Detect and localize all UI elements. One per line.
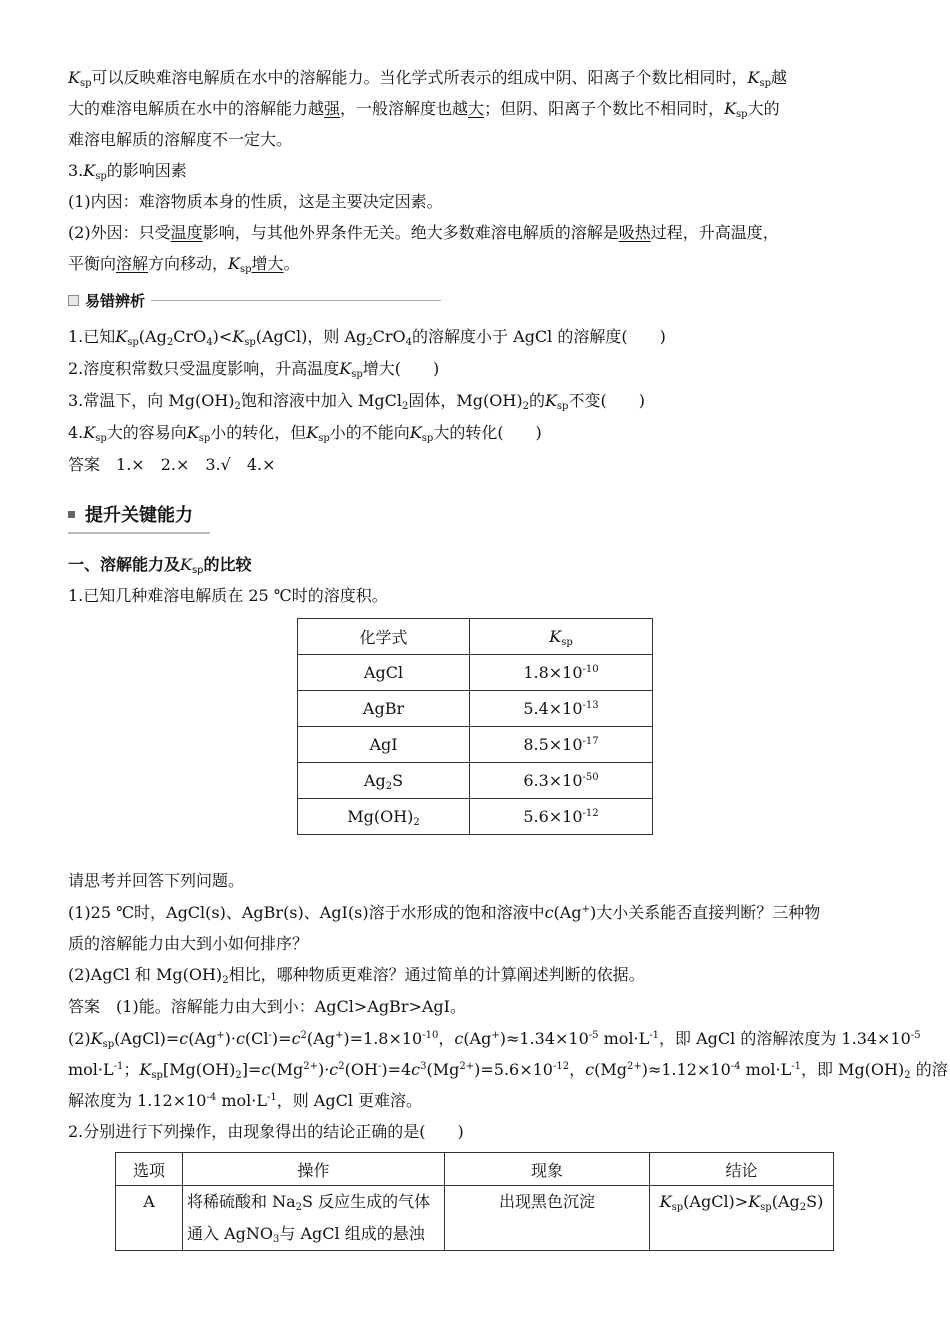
section-title: 提升关键能力: [85, 505, 193, 526]
k-symbol: K: [83, 161, 96, 180]
ksp-mantissa: 5.6×10: [523, 807, 583, 826]
factors-outer-b: 影响，与其他外界条件无关。绝大多数难溶电解质的溶解是: [202, 223, 619, 242]
underline-dissolve: 溶解: [116, 254, 149, 273]
q4-text: 小的不能向: [329, 423, 410, 442]
k-sub: sp: [561, 637, 573, 648]
k-sub: sp: [79, 78, 92, 89]
ksp-mantissa: 1.8×10: [523, 663, 583, 682]
q-text: (Ag: [553, 903, 582, 922]
k-sub: sp: [671, 1202, 684, 1213]
ksp-value-cell: [470, 763, 653, 799]
ksp-value-cell: [470, 727, 653, 763]
k-symbol: K: [232, 327, 245, 346]
answer-label: 答案: [68, 997, 101, 1016]
formula-sub: 2: [385, 781, 393, 792]
subsection-title-end: 的比较: [203, 555, 252, 574]
error-question-3: [68, 385, 883, 417]
k-sub: sp: [244, 337, 256, 348]
k-symbol: K: [186, 423, 199, 442]
header-phenomenon: 现象: [445, 1153, 650, 1186]
square-bullet-icon: [68, 511, 75, 518]
q3-text: 不变( ): [568, 391, 645, 410]
concl-text: (AgCl)>: [683, 1192, 749, 1211]
formula-sub: 2: [413, 817, 420, 828]
sub-2: 2: [522, 401, 529, 412]
k-sub: sp: [556, 401, 569, 412]
sub-2: 2: [166, 337, 174, 348]
k-symbol: K: [306, 423, 319, 442]
conclusion-a: [650, 1186, 834, 1251]
section-underline: [68, 532, 210, 534]
intro-underline-big: 大: [468, 99, 485, 118]
k-symbol: K: [659, 1192, 672, 1211]
ksp-exponent: -13: [582, 700, 599, 711]
k-sub: sp: [760, 1202, 772, 1213]
q2-text: 2.溶度积常数只受温度影响，升高温度: [68, 359, 340, 378]
k-symbol: K: [180, 555, 192, 574]
q4-text: 大的转化( ): [433, 423, 542, 442]
error-analysis-heading: [68, 285, 883, 315]
k-sub: sp: [318, 433, 330, 444]
intro-line1-end: 越: [771, 68, 788, 87]
underline-endothermic: 吸热: [618, 223, 651, 242]
q4-text: 大的容易向: [106, 423, 187, 442]
table-row: [116, 1186, 834, 1251]
operation-a: [183, 1186, 445, 1251]
factors-outer2-a: 平衡向: [68, 254, 117, 273]
k-sub: sp: [759, 78, 772, 89]
question-1-1: [68, 897, 883, 959]
think-prompt: 请思考并回答下列问题。: [68, 871, 245, 890]
sup-plus: +: [581, 904, 590, 915]
intro-line2a: 大的难溶电解质在水中的溶解能力越: [68, 99, 325, 118]
k-symbol: K: [549, 627, 562, 646]
k-sub: sp: [240, 264, 252, 275]
factors-outer-a: (2)外因：只受: [68, 223, 171, 242]
ksp-exponent: -12: [582, 808, 599, 819]
k-sub: sp: [421, 433, 434, 444]
factors-outer2-c: 。: [283, 254, 300, 273]
q1-text: 的溶解度小于 AgCl 的溶解度( ): [412, 327, 666, 346]
header-operation: 操作: [183, 1153, 445, 1186]
table-header-ksp: [470, 619, 653, 655]
k-sub: sp: [95, 171, 107, 182]
k-sub: sp: [95, 433, 107, 444]
table-header-row: [116, 1153, 834, 1186]
factors-title: 的影响因素: [106, 161, 187, 180]
op-text: S 反应生成的气体: [302, 1192, 431, 1211]
ksp-table: [297, 618, 653, 835]
answer-text: (1)能。溶解能力由大到小：AgCl>AgBr>AgI。: [116, 997, 466, 1016]
k-sub: sp: [191, 565, 204, 576]
error-answers: [68, 449, 883, 481]
sub-4: 4: [206, 337, 213, 348]
ksp-value-cell: [470, 799, 653, 835]
ksp-mantissa: 6.3×10: [523, 771, 583, 790]
phenomenon-a: 出现黑色沉淀: [445, 1186, 650, 1251]
sub-2: 2: [366, 337, 373, 348]
answer-1: [68, 991, 883, 1023]
sub-3: 3: [273, 1234, 280, 1245]
formula-tail: S: [392, 771, 404, 790]
q1-text: CrO: [173, 327, 207, 346]
heading-divider: [151, 300, 441, 301]
k-symbol: K: [83, 423, 96, 442]
c-symbol: c: [544, 903, 554, 922]
k-sub: sp: [736, 109, 748, 120]
k-symbol: K: [339, 359, 352, 378]
question-1-2: [68, 959, 883, 991]
sub-2: 2: [234, 401, 241, 412]
header-option: 选项: [116, 1153, 183, 1186]
ksp-value-cell: [470, 655, 653, 691]
q-text: (1)25 ℃时，AgCl(s)、AgBr(s)、AgI(s)溶于水形成的饱和溶液中: [68, 903, 545, 922]
q2-text: 增大( ): [362, 359, 440, 378]
op-text: 将稀硫酸和 Na: [187, 1192, 296, 1211]
section-heading: [68, 497, 883, 531]
subsection-title: 一、溶解能力及: [68, 555, 181, 574]
factors-outer2-b: 方向移动，: [148, 254, 229, 273]
square-icon: [68, 295, 79, 306]
op-text: 与 AgCl 组成的悬浊: [279, 1224, 425, 1243]
sub-2: 2: [402, 401, 409, 412]
operations-table: [115, 1152, 834, 1251]
factors-title-num: 3.: [68, 161, 84, 180]
intro-line2d: 大的: [747, 99, 780, 118]
k-symbol: K: [68, 68, 80, 87]
q1-text: (Ag: [138, 327, 167, 346]
q-text-line2: 质的溶解能力由大到小如何排序？: [68, 934, 309, 953]
k-symbol: K: [747, 68, 760, 87]
formula: Mg(OH): [347, 807, 414, 826]
q1-text: )<: [212, 327, 233, 346]
factors-outer-c: 过程，升高温度，: [650, 223, 779, 242]
intro-underline-strong: 强: [324, 99, 341, 118]
k-symbol: K: [409, 423, 422, 442]
ksp-exponent: -10: [582, 664, 599, 675]
error-questions: [68, 321, 883, 481]
q4-text: 小的转化，但: [210, 423, 307, 442]
q1-text: 1.已知: [68, 327, 116, 346]
q1-text: (AgCl)，则 Ag: [255, 327, 367, 346]
ksp-exponent: -50: [582, 772, 599, 783]
document-page: [68, 62, 948, 1251]
k-sub: sp: [351, 369, 363, 380]
q3-text: 饱和溶液中加入 MgCl: [240, 391, 402, 410]
formula-cell: [298, 655, 470, 691]
formula-cell: [298, 763, 470, 799]
q-text: 相比，哪种物质更难溶？通过简单的计算阐述判断的依据。: [228, 965, 645, 984]
k-sub: sp: [198, 433, 211, 444]
q-text: (2)AgCl 和 Mg(OH): [68, 965, 223, 984]
table-row: [298, 727, 653, 763]
formula-cell: [298, 727, 470, 763]
table-header-row: [298, 619, 653, 655]
ksp-value-cell: [470, 691, 653, 727]
table-header-formula: 化学式: [298, 619, 470, 655]
question-2-intro: 2.分别进行下列操作，由现象得出的结论正确的是( ): [68, 1122, 464, 1141]
formula: Ag: [363, 771, 386, 790]
q1-text: CrO: [372, 327, 406, 346]
table-row: [298, 763, 653, 799]
table-row: [298, 799, 653, 835]
concl-text: S): [806, 1192, 824, 1211]
intro-paragraph: [68, 62, 883, 155]
answer-text: 1.× 2.× 3.√ 4.×: [116, 455, 276, 474]
intro-line1: 可以反映难溶电解质在水中的溶解能力。当化学式所表示的组成中阴、阳离子个数比相同时，: [91, 68, 748, 87]
sub-2: 2: [799, 1202, 807, 1213]
underline-temperature: 温度: [170, 223, 203, 242]
sub-4: 4: [405, 337, 413, 348]
error-question-2: [68, 353, 883, 385]
ksp-mantissa: 5.4×10: [523, 699, 583, 718]
sub-2: 2: [222, 975, 229, 986]
error-analysis-title: 易错辨析: [85, 291, 146, 310]
error-question-4: [68, 417, 883, 449]
intro-line2b: ，一般溶解度也越: [340, 99, 469, 118]
ksp-exponent: -17: [582, 736, 599, 747]
formula-cell: [298, 691, 470, 727]
k-symbol: K: [115, 327, 128, 346]
op-text: 通入 AgNO: [187, 1224, 274, 1243]
formula: AgBr: [362, 699, 405, 718]
answer-2-calculation: $(2)K_{sp}(AgCl)=c(Ag^+)\cdot c(Cl^-)=c^2(Ag^+)=1.8\times 10^{-10}$，$c(Ag^+)\approx 1.34\times 10^{-5}$ $mol\cdot L^{-1}$，即 AgCl 的溶解浓度为 $1.34\times 10^{-5}$ $mol\cdot L^{-1}$；$K_{sp}[Mg(OH)_2]=c(Mg^{2+})\cdot c^2(OH^-)=4c^3(Mg^{2+})=5.6\times 10^{-12}$，$c(Mg^{2+})\approx 1.12\times 10^{-4}$ $mol\cdot L^{-1}$，即 $Mg(OH)_2$ 的溶 解浓度为 $1.12\times 10^{-4}$ $mol\cdot L^{-1}$，则 AgCl 更难溶。: [68, 1029, 948, 1110]
factors-inner: (1)内因：难溶物质本身的性质，这是主要决定因素。: [68, 192, 443, 211]
intro-line3: 难溶电解质的溶解度不一定大。: [68, 130, 293, 149]
subsection-heading: [68, 550, 883, 580]
q3-text: 的: [528, 391, 545, 410]
question-1-intro: 1.已知几种难溶电解质在 25 ℃时的溶度积。: [68, 586, 388, 605]
intro-line2c: ；但阴、阳离子个数比不相同时，: [484, 99, 725, 118]
formula: AgI: [369, 735, 398, 754]
q-text: )大小关系能否直接判断？三种物: [589, 903, 821, 922]
header-conclusion: 结论: [650, 1153, 834, 1186]
k-symbol: K: [544, 391, 557, 410]
k-symbol: K: [724, 99, 737, 118]
error-question-1: [68, 321, 883, 353]
formula: AgCl: [363, 663, 404, 682]
k-symbol: K: [748, 1192, 761, 1211]
q4-text: 4.: [68, 423, 84, 442]
k-symbol: K: [228, 254, 240, 273]
option-a: A: [116, 1186, 183, 1251]
q3-text: 固体，Mg(OH): [408, 391, 523, 410]
answer-label: 答案: [68, 455, 101, 474]
k-sub: sp: [127, 337, 139, 348]
underline-increase: 增大: [251, 254, 284, 273]
ksp-mantissa: 8.5×10: [523, 735, 583, 754]
concl-text: (Ag: [771, 1192, 800, 1211]
table-row: [298, 691, 653, 727]
q3-text: 3.常温下，向 Mg(OH): [68, 391, 235, 410]
table-row: [298, 655, 653, 691]
factors-block: [68, 155, 883, 279]
formula-cell: [298, 799, 470, 835]
sub-2: 2: [295, 1202, 303, 1213]
